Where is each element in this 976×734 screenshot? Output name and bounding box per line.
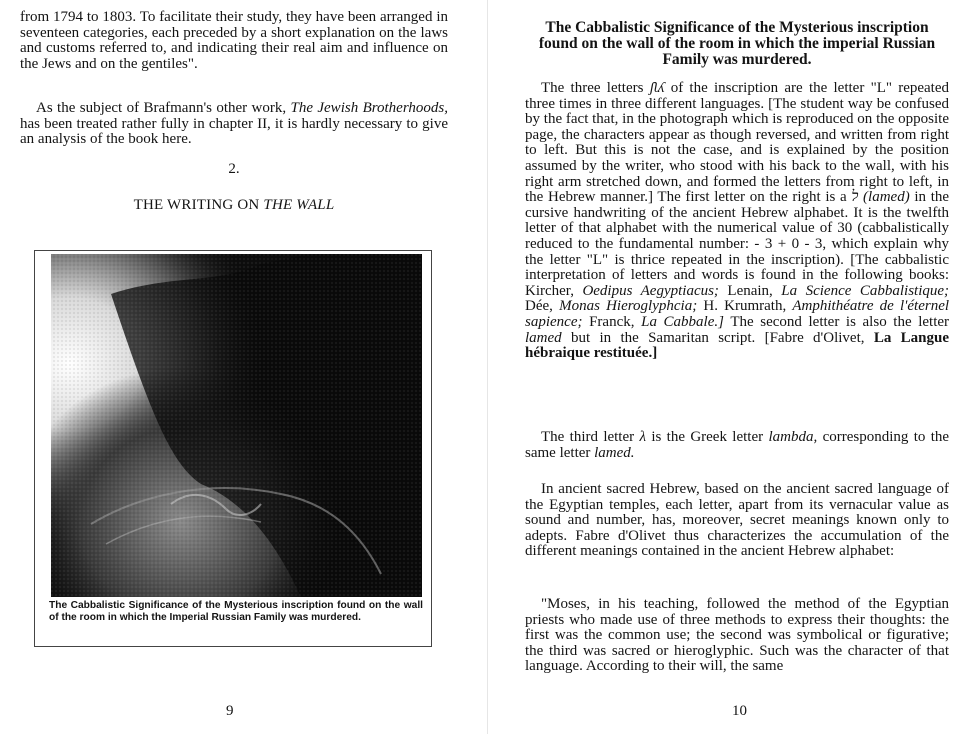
section-title-plain: THE WRITING ON [133, 197, 260, 213]
figure-box [34, 250, 432, 647]
p1-book-cabbale: La Cabbale.] [641, 313, 724, 330]
p1-lamed-term-2: lamed [525, 329, 562, 346]
wall-inscription-photo [51, 254, 422, 597]
right-paragraph-2 [525, 430, 949, 461]
para2-book-title: The Jewish Brotherhoods, [290, 100, 448, 116]
left-paragraph-1: from 1794 to 1803. To facilitate their study, they have been arranged in seventeen categories, each preceded by a short explanation on the laws and customs referred to, and indicating their real aim and influence on the Jews and on the gentiles". [20, 9, 448, 72]
right-paragraph-3: In ancient sacred Hebrew, based on the ancient sacred language of the Egyptian temples, each letter, apart from its vernacular value as sound and number, has, moreover, secret meanings known only to adepts. Fabre d'Olivet thus characterizes the accumulation of the different meanings contained in the ancient Hebrew alphabet: [525, 481, 949, 560]
lamed-glyph: ל [851, 189, 859, 206]
p1-part-p: but in the Samaritan script. [Fabre d'Olivet, [570, 329, 865, 346]
p2-part-b: is the Greek letter [651, 429, 764, 445]
section-number: 2. [228, 161, 240, 177]
p1-book-amphitheatre: Amphithéatre de l'éternel sapience; [525, 298, 950, 330]
left-page-number: 9 [226, 703, 234, 719]
p1-part-b: of the inscription are the letter "L" repeated three times in three different languages. [The student way be confused by the fact that, in the photograph which is reproduced on the opposite page, the characters appear as though reversed, and written from right to left. But this is not the case, and is explained by the position assumed by the writer, who stood with his back to the wall, with his right arm stretched down, and formed the letters from right to left, in the Hebrew manner.] The first letter on the right is a [525, 80, 950, 206]
p1-book-monas: Monas Hieroglyphcia; [559, 298, 698, 315]
right-page [488, 0, 976, 734]
figure-caption: The Cabbalistic Significance of the Mysterious inscription found on the wall of the room in which the Imperial Russian Family was murdered. [49, 600, 423, 623]
right-paragraph-1 [525, 81, 949, 362]
p2-part-d: corresponding to the same letter [525, 429, 950, 461]
lambda-glyph: λ [639, 429, 646, 445]
p1-book-langue: La Langue hébraique restituée.] [525, 329, 949, 362]
p1-author-franck: Franck, [589, 313, 635, 330]
section-title [20, 197, 448, 214]
para2-lead: As the subject of Brafmann's other work, [36, 100, 287, 116]
p1-book-science: La Science Cabbalistique; [781, 282, 950, 299]
inscription-glyphs: ʃʅʎ [649, 80, 665, 96]
p1-book-oedipus: Oedipus Aegyptiacus; [582, 282, 719, 299]
p1-lamed-term: (lamed) [863, 189, 910, 206]
p1-part-d: in the cursive handwriting of the ancient Hebrew alphabet. It is the twelfth letter of that alphabet with the numerical value of 30 (cabbalistically reduced to the fundamental number: - 3 + 0 - 3, which explain why the letter "L" is thrice repeated in the inscription). [The cabbalistic interpretation of letters and words is found in the following books: Kircher, [525, 189, 950, 299]
right-paragraph-4: "Moses, in his teaching, followed the method of the Egyptian priests who made use of three methods to express their thoughts: the first was the common use; the second was symbolical or figurative; the third was sacred or hieroglyphic. Such was the character of that language. According to their will, the same [525, 596, 949, 675]
right-page-title: The Cabbalistic Significance of the Mysterious inscription found on the wall of the room in which the imperial Russian Family was murdered. [538, 19, 936, 69]
p1-part-n: The second letter is also the letter [730, 313, 950, 330]
para2-rest: has been treated rather fully in chapter II, it is hardly necessary to give an analysis of the book here. [20, 115, 448, 148]
p1-part-a: The three letters [541, 80, 644, 96]
p1-author-lenain: Lenain, [727, 282, 773, 299]
p2-lambda-term: lambda, [768, 429, 818, 445]
photo-graphic [51, 254, 422, 597]
p2-part-a: The third letter [541, 429, 635, 445]
p1-author-krumrath: H. Krumrath, [703, 298, 787, 315]
p1-author-dee: Dée, [525, 298, 553, 315]
p2-lamed-term: lamed. [594, 444, 635, 461]
right-page-number: 10 [732, 703, 747, 719]
section-title-italic: THE WALL [263, 197, 335, 213]
left-paragraph-2 [20, 101, 448, 148]
